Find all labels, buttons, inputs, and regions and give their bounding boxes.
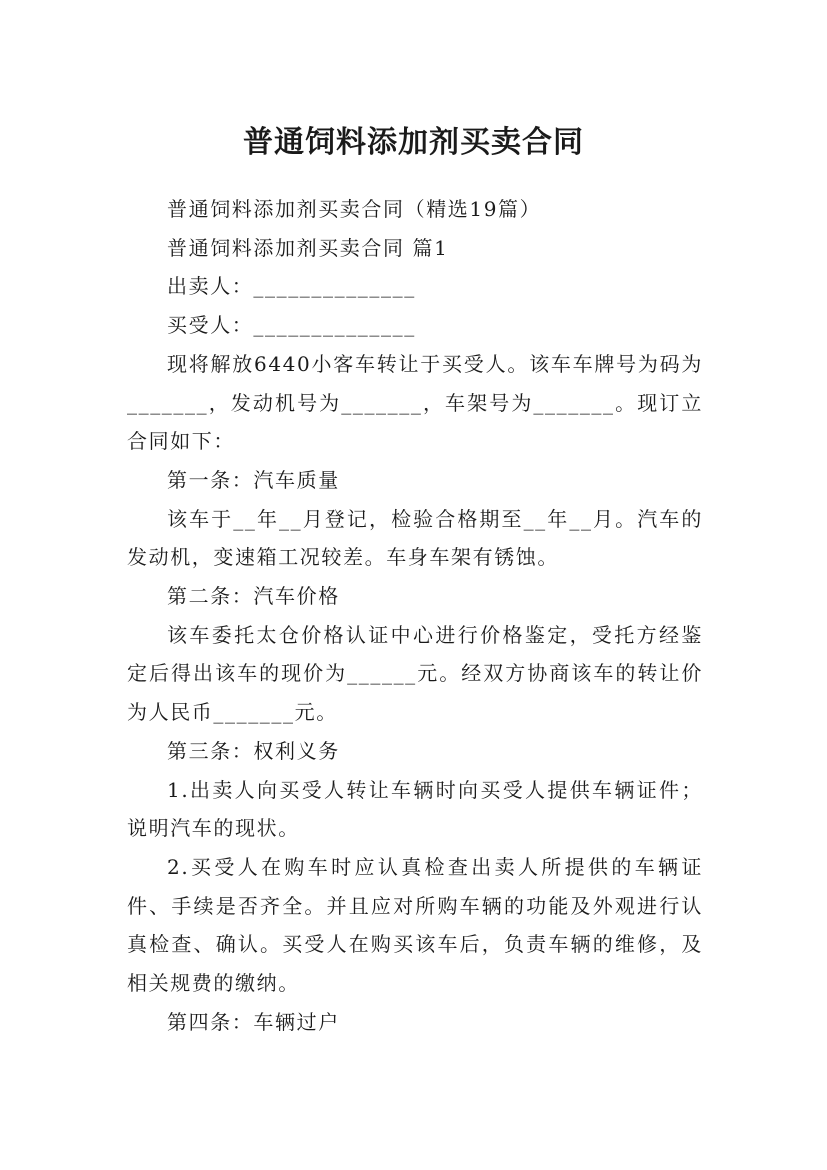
paragraph-buyer-line: 买受人：______________ (167, 313, 416, 338)
paragraph-intro: 现将解放6440小客车转让于买受人。该车车牌号为码为_______，发动机号为_______，车架号为_______。现订立合同如下： (127, 351, 703, 454)
paragraph-article-4-heading: 第四条：车辆过户 (167, 1009, 340, 1034)
paragraph-section-heading: 普通饲料添加剂买卖合同 篇1 (167, 235, 449, 260)
paragraph-article-3-item-2: 2.买受人在购车时应认真检查出卖人所提供的车辆证件、手续是否齐全。并且应对所购车辆的功能及外观进行认真检查、确认。买受人在购买该车后，负责车辆的维修，及相关规费的缴纳。 (127, 854, 703, 996)
paragraph-article-3-heading: 第三条：权利义务 (167, 738, 340, 763)
paragraph-article-1-body: 该车于__年__月登记，检验合格期至__年__月。汽车的发动机，变速箱工况较差。车身车架有锈蚀。 (127, 506, 703, 570)
paragraph-article-3-item-1: 1.出卖人向买受人转让车辆时向买受人提供车辆证件；说明汽车的现状。 (127, 777, 703, 841)
paragraph-article-2-body: 该车委托太仓价格认证中心进行价格鉴定，受托方经鉴定后得出该车的现价为______元。经双方协商该车的转让价为人民币_______元。 (127, 622, 703, 725)
document-body (127, 190, 703, 1041)
paragraph-article-2-heading: 第二条：汽车价格 (167, 584, 340, 609)
paragraph-seller-line: 出卖人：______________ (167, 274, 416, 299)
paragraph-subtitle: 普通饲料添加剂买卖合同（精选19篇） (167, 197, 542, 221)
paragraph-article-1-heading: 第一条：汽车质量 (167, 467, 340, 492)
document-title: 普通饲料添加剂买卖合同 (243, 125, 584, 161)
